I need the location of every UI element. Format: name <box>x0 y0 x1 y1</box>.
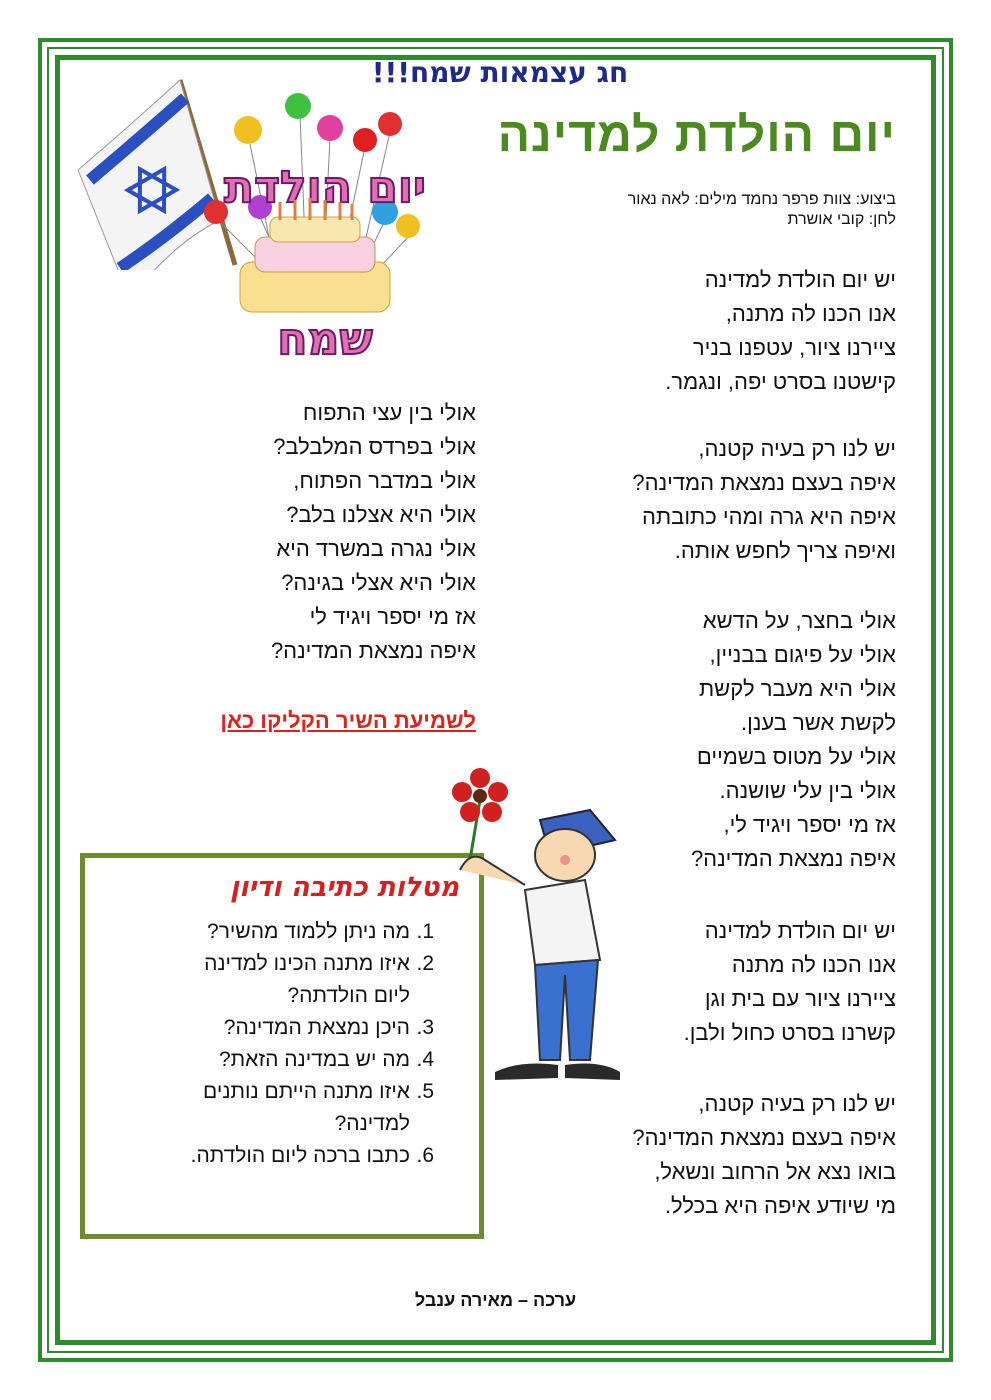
poem-line: קשרנו בסרט כחול ולבן. <box>683 1020 896 1045</box>
poem-line: לקשת אשר בענן. <box>741 710 896 735</box>
task-text: כתבו ברכה ליום הולדתה. <box>190 1144 410 1167</box>
credits-performers: ביצוע: צוות פרפר נחמד מילים: לאה נאור <box>627 191 896 208</box>
task-item <box>94 1012 434 1044</box>
poem-line: איפה נמצאת המדינה? <box>690 846 896 871</box>
poem-line: אולי היא אצלי בגינה? <box>281 570 476 595</box>
cake-label-bottom: שמח <box>277 314 373 365</box>
poem-line: אולי נגרה במשרד היא <box>276 536 476 561</box>
poem-line: יש לנו רק בעיה קטנה, <box>698 436 896 461</box>
task-text: היכן נמצאת המדינה? <box>223 1016 410 1039</box>
greeting-title: חג עצמאות שמח!!! <box>371 56 629 89</box>
poem-stanza-2 <box>632 432 896 568</box>
author-signature: ערכה – מאירה ענבל <box>414 1290 577 1310</box>
tasks-list <box>94 916 434 1172</box>
task-number: 4. <box>416 1048 434 1071</box>
task-text: מה ניתן ללמוד מהשיר? <box>207 920 410 943</box>
poem-line: מי שיודע איפה היא בכלל. <box>664 1193 896 1218</box>
poem-line: אולי במדבר הפתוח, <box>293 468 476 493</box>
flower-icon <box>452 768 508 860</box>
poem-line: יש יום הולדת למדינה <box>704 267 896 292</box>
task-text-cont: ליום הולדתה? <box>287 984 410 1007</box>
poem-line: אולי בפרדס המלבלב? <box>273 434 476 459</box>
poem-line: בואו נצא אל הרחוב ונשאל, <box>654 1159 896 1184</box>
poem-stanza-1 <box>665 263 896 399</box>
task-number: 2. <box>416 952 434 975</box>
poem-line: ציירנו ציור, עטפנו בניר <box>692 335 896 360</box>
poem-line: ציירנו ציור עם בית וגן <box>704 986 896 1011</box>
page-title: יום הולדת למדינה <box>497 109 896 162</box>
poem-line: קישטנו בסרט יפה, ונגמר. <box>665 369 896 394</box>
poem-line: אנו הכנו לה מתנה <box>731 952 896 977</box>
poem-line: אולי על פיגום בבניין, <box>709 642 896 667</box>
cake-label-top: יום הולדת <box>224 162 426 213</box>
poem-line: ואיפה צריך לחפש אותה. <box>674 538 896 563</box>
poem-line: אולי על מטוס בשמיים <box>696 744 896 769</box>
tasks-title: מטלות כתיבה ודיון <box>229 872 459 903</box>
poem-line: אז מי יספר ויגיד לי, <box>723 812 896 837</box>
poem-line: אולי היא מעבר לקשת <box>698 676 896 701</box>
listen-song-link[interactable]: לשמיעת השיר הקליקו כאן <box>220 708 476 733</box>
task-item <box>94 1044 434 1076</box>
poem-line: אנו הכנו לה מתנה, <box>725 301 896 326</box>
task-text: איזו מתנה הכינו למדינה <box>204 952 410 975</box>
poem-stanza-4 <box>684 914 896 1050</box>
birthday-cake-icon <box>200 92 450 367</box>
poem-line: אולי בחצר, על הדשא <box>702 608 896 633</box>
task-text: מה יש במדינה הזאת? <box>218 1048 410 1071</box>
poem-line: יש לנו רק בעיה קטנה, <box>698 1091 896 1116</box>
tasks-box <box>80 853 484 1239</box>
task-number: 1. <box>416 920 434 943</box>
poem-line: איפה בעצם נמצאת המדינה? <box>632 470 896 495</box>
task-text: איזו מתנה הייתם נותנים <box>203 1080 410 1103</box>
song-credits <box>628 190 896 230</box>
poem-line: אז מי יספר ויגיד לי <box>309 604 476 629</box>
poem-line: אולי בין עצי התפוח <box>302 400 476 425</box>
task-number: 3. <box>416 1016 434 1039</box>
poem-line: איפה נמצאת המדינה? <box>270 638 476 663</box>
poem-line: יש יום הולדת למדינה <box>704 918 896 943</box>
poem-line: אולי בין עלי שושנה. <box>719 778 896 803</box>
task-item <box>94 948 434 1012</box>
task-number: 5. <box>416 1080 434 1103</box>
poem-line: איפה היא גרה ומהי כתובתה <box>642 504 896 529</box>
task-item <box>94 916 434 948</box>
poem-line: איפה בעצם נמצאת המדינה? <box>632 1125 896 1150</box>
poem-stanza-3 <box>691 604 896 876</box>
poem-stanza-5 <box>632 1087 896 1223</box>
task-item <box>94 1076 434 1140</box>
task-text-cont: למדינה? <box>334 1112 410 1135</box>
credits-composer: לחן: קובי אושרת <box>787 211 896 228</box>
task-number: 6. <box>416 1144 434 1167</box>
task-item <box>94 1140 434 1172</box>
boy-with-flower-icon <box>440 760 640 1090</box>
poem-left-stanza <box>271 396 476 668</box>
poem-line: אולי היא אצלנו בלב? <box>286 502 476 527</box>
